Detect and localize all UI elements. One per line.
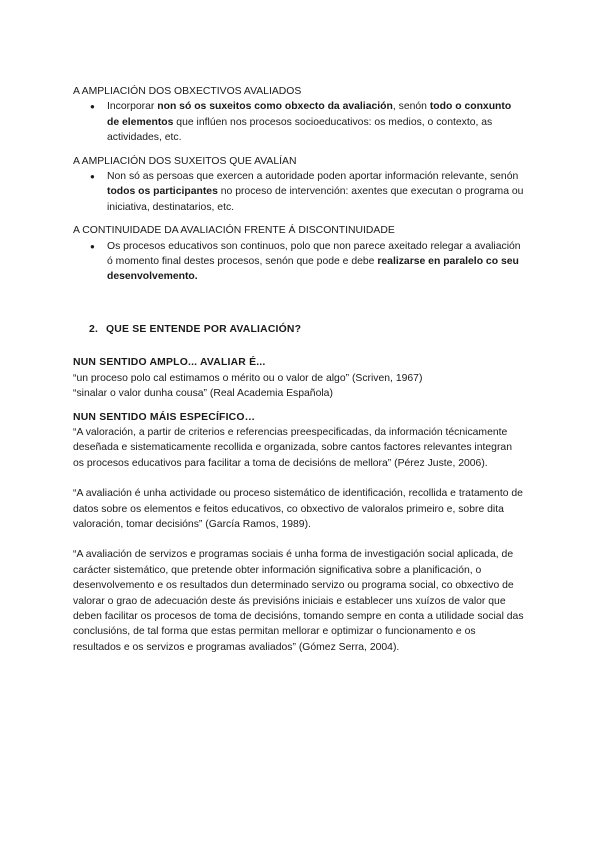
bullet-bold-text: non só os suxeitos como obxecto da avaliación [157, 101, 393, 113]
bullet-text: Os procesos educativos son continuos, polo que non parece axeitado relegar a avaliación ó momento final destes procesos, senón que pode e debe [107, 240, 521, 268]
document-page [73, 84, 525, 655]
bullet-text: , senón [392, 101, 430, 113]
bullet-item [107, 239, 525, 285]
section-heading: A CONTINUIDADE DA AVALIACIÓN FRENTE Á DISCONTINUIDADE [73, 225, 395, 237]
bullet-item [107, 99, 525, 145]
bullet-text: Incorporar [107, 101, 158, 113]
section-heading: A AMPLIACIÓN DOS OBXECTIVOS AVALIADOS [73, 86, 302, 97]
definition-paragraph: “A avaliación de servizos e programas sociais é unha forma de investigación social aplicada, de carácter sistemático, que pretende obter información significativa sobre a planificación, o desenvolvemento e os resultados dun determinado servizo ou programa social, co obxectivo de valorar o grao de adecuación deste ás previsións iniciais e establecer uns xuízos de valor que deben facilitar os procesos de toma de decisións, tomando sempre en conta a utilidade social das conclusións, de tal forma que estas permitan mellorar e optimizar o funcionamento e os resultados e os servizos e programas avaliados” (Gómez Serra, 2004). [73, 549, 524, 653]
bullet-bold-text: todos os participantes [107, 186, 218, 198]
bullet-bold-text: todo o conxunto de elementos [107, 101, 512, 128]
section-2-title [89, 322, 525, 337]
definition-paragraph: “A valoración, a partir de criterios e referencias preespecificadas, da información técnicamente deseñada e sistematicamente recollida e organizada, sobre cantos factores relevantes integran os procesos educativos para facilitar a toma de decisións de mellora” (Pérez Juste, 2006). [73, 426, 512, 469]
quote-line: “sinalar o valor dunha cousa” (Real Academia Española) [73, 388, 333, 400]
bullet-text: que inflúen nos procesos socioeducativos: os medios, o contexto, as actividades, etc. [107, 116, 493, 144]
bullet-bold-text: realizarse en paralelo co seu desenvolvemento. [107, 256, 519, 283]
broad-sense-heading: NUN SENTIDO AMPLO... AVALIAR É... [73, 357, 266, 369]
section-title-text: QUE SE ENTENDE POR AVALIACIÓN? [106, 323, 302, 335]
section-heading: A AMPLIACIÓN DOS SUXEITOS QUE AVALÍAN [73, 155, 297, 167]
bullet-text: Non só as persoas que exercen a autoridade poden aportar información relevante, senón [107, 171, 519, 183]
bullet-list [73, 169, 525, 215]
bullet-list [73, 239, 525, 285]
section-number: 2. [89, 323, 99, 335]
bullet-text: no proceso de intervención: axentes que executan o programa ou iniciativa, destinatarios, etc. [107, 186, 524, 213]
quote-line: “un proceso polo cal estimamos o mérito ou o valor de algo” (Scriven, 1967) [73, 372, 423, 384]
specific-sense-heading: NUN SENTIDO MÁIS ESPECÍFICO… [73, 411, 256, 423]
bullet-list [73, 99, 525, 145]
definition-paragraph: “A avaliación é unha actividade ou proceso sistemático de identificación, recollida e tratamento de datos sobre os elementos e feitos educativos, co obxectivo de valoralos primeiro e, sobre dita valoración, tomar decisións” (García Ramos, 1989). [73, 488, 523, 530]
bullet-item [107, 169, 525, 215]
